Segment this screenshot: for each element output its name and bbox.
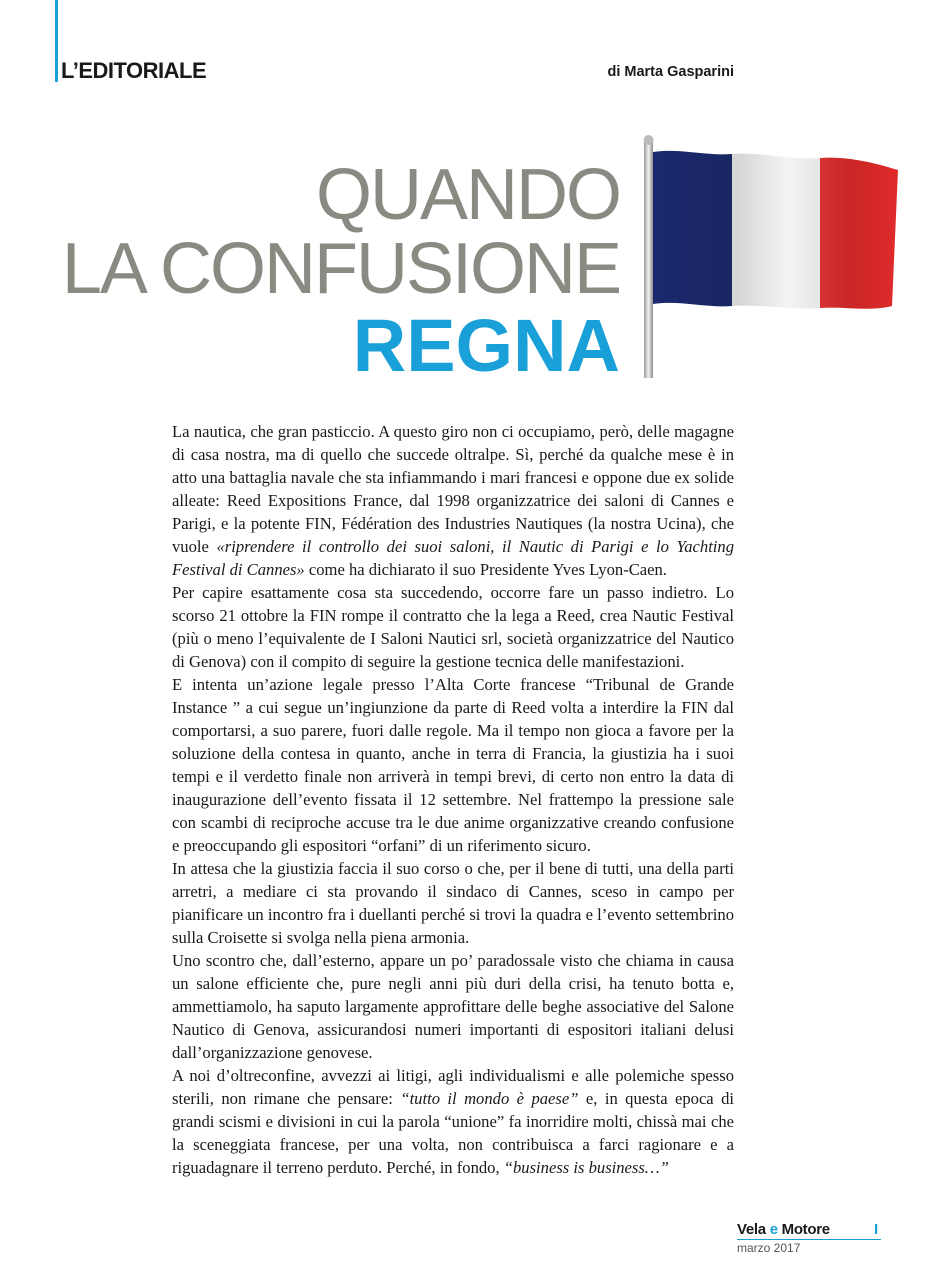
article-paragraph: La nautica, che gran pasticcio. A questo giro non ci occupiamo, però, delle magagne di casa nostra, ma di quello che succede oltralpe. Sì, perché da qualche mese è in atto una battaglia navale che sta infiammando i mari francesi e oppone due ex solide alleate: Reed Expositions France, dal 1998 organizzatrice dei saloni di Cannes e Parigi, e la potente FIN, Fédération des Industries Nautiques (la nostra Ucina), che vuole «riprendere il controllo dei suoi saloni, il Nautic di Parigi e lo Yachting Festival di Cannes» come ha dichiarato il suo Presidente Yves Lyon-Caen. [172,422,735,579]
magazine-name: Vela e Motore [737,1221,830,1238]
article-paragraph: Uno scontro che, dall’esterno, appare un po’ paradossale visto che chiama in causa un salone efficiente che, pure negli anni più duri della crisi, ha tenuto botta e, ammettiamolo, ha saputo largamente approfittare delle beghe associative del Salone Nautico di Genova, assicurandosi numeri importanti di espositori italiani delusi dall’organizzazione genovese. [172,951,734,1062]
footer-rule [737,1239,881,1240]
article-paragraph: In attesa che la giustizia faccia il suo corso o che, per il bene di tutti, una della parti arretri, a mediare ci sta provando il sindaco di Cannes, sceso in campo per pianificare un incontro fra i duellanti perché si trovi la quadra e l’evento settembrino sulla Croisette si svolga nella piena armonia. [172,859,734,947]
quote: «riprendere il controllo dei suoi saloni, il Nautic di Parigi e lo Yachting Festival di Cannes» [172,537,735,579]
page-number: I [874,1221,879,1238]
byline: di Marta Gasparini [607,64,734,80]
headline [61,155,620,387]
accent-bar [55,0,58,82]
section-label: L’EDITORIALE [61,58,207,83]
quote: “business is business…” [503,1158,669,1177]
article-body [172,420,734,1179]
issue-date: marzo 2017 [737,1241,801,1255]
article-paragraph: E intenta un’azione legale presso l’Alta Corte francese “Tribunal de Grande Instance ” a cui segue un’ingiunzione da parte di Reed volta a interdire la FIN dal comportarsi, a suo parere, fuori dalle regole. Ma il tempo non gioca a favore per la soluzione della contesa in quanto, anche in terra di Francia, la giustizia ha i suoi tempi e il verdetto finale non arriverà in tempi brevi, di certo non entro la data di inaugurazione dell’evento fissata il 12 settembre. Nel frattempo la pressione sale con scambi di reciproche accuse tra le due anime organizzative creando confusione e preoccupando gli espositori “orfani” di un riferimento sicuro. [172,675,734,855]
headline-line-2: LA CONFUSIONE [61,229,620,309]
headline-line-3: REGNA [352,304,620,387]
article-paragraph: Per capire esattamente cosa sta succedendo, occorre fare un passo indietro. Lo scorso 21 ottobre la FIN rompe il contratto che la lega a Reed, crea Nautic Festival (più o meno l’equivalente de I Saloni Nautici srl, società organizzatrice del Nautico di Genova) con il compito di seguire la gestione tecnica delle manifestazioni. [172,583,734,671]
headline-line-1: QUANDO [315,155,620,235]
article-paragraph: A noi d’oltreconfine, avvezzi ai litigi, agli individualismi e alle polemiche spesso sterili, non rimane che pensare: “tutto il mondo è paese” e, in questa epoca di grandi scismi e divisioni in cui la parola “unione” fa inorridire molti, chissà mai che la sceneggiata francese, per una volta, non contribuisca a farci ragionare e a riguadagnare il terreno perduto. Perché, in fondo, “business is business…” [172,1066,735,1177]
quote: “tutto il mondo è paese” [400,1089,579,1108]
french-flag-icon [640,130,905,380]
